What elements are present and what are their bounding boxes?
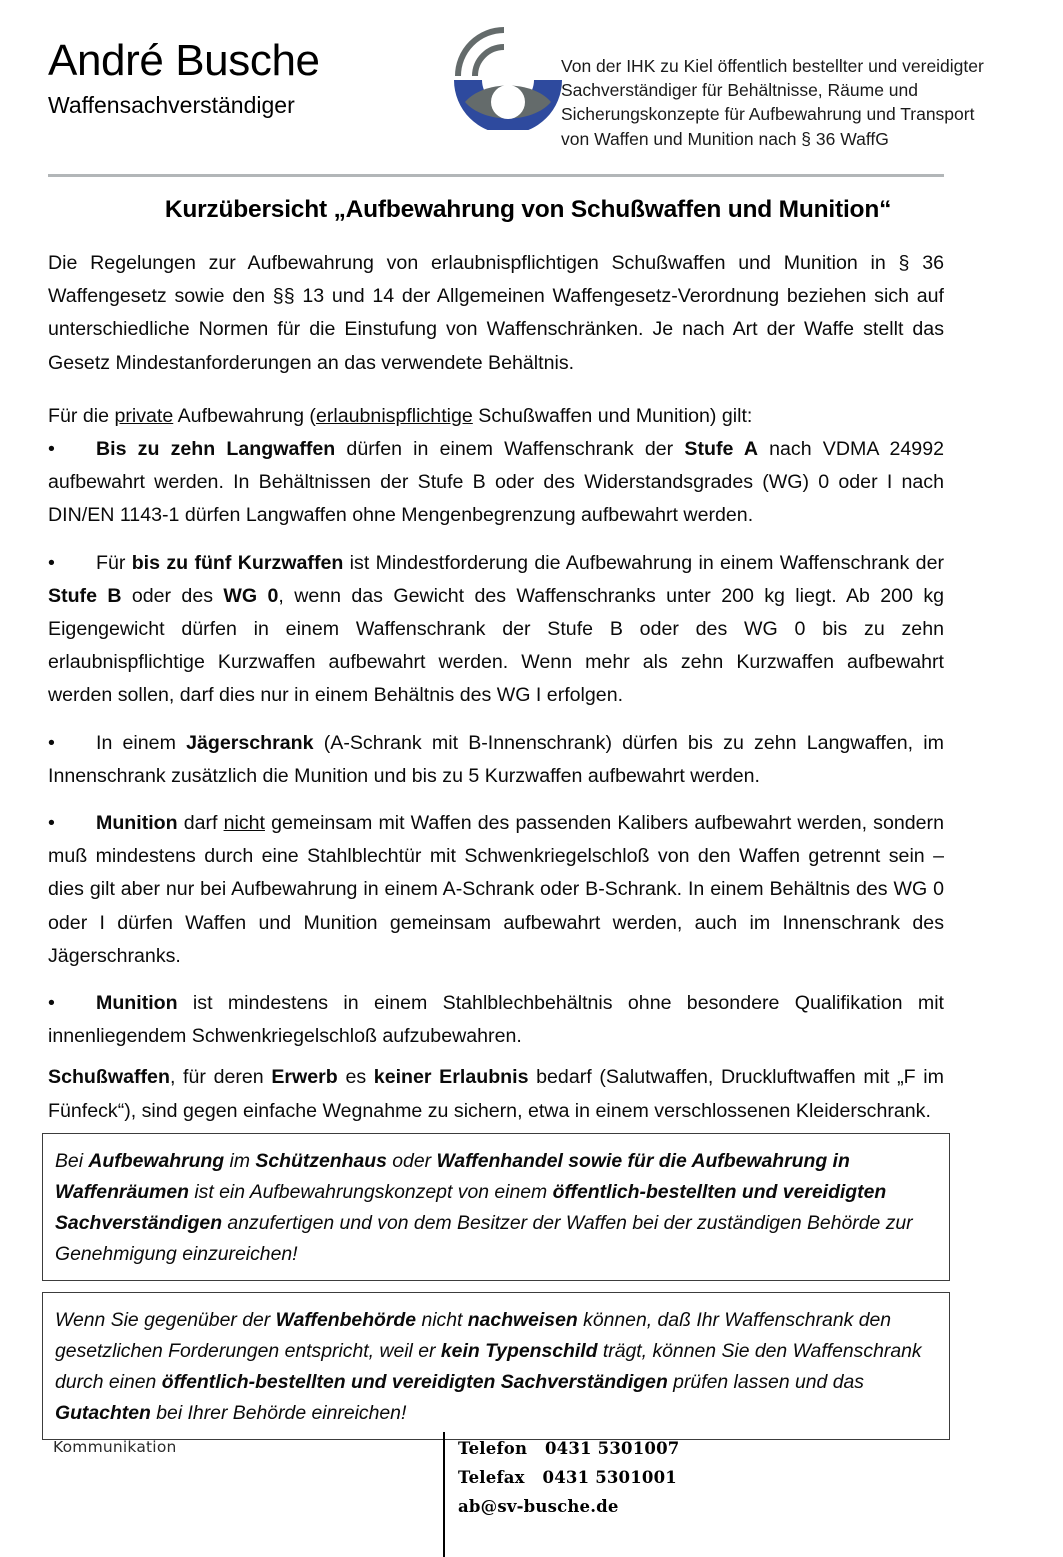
document-body [48,247,944,1128]
callout-box-typenschild [42,1292,950,1440]
callout-box-aufbewahrungskonzept [42,1133,950,1281]
telefon-value: 0431 5301007 [545,1439,680,1458]
bullet-icon: • [48,551,55,574]
bullet-item-langwaffen [48,433,944,533]
callout-text: Wenn Sie gegenüber der Waffenbehörde nicht nachweisen können, daß Ihr Waffenschrank den gesetzlichen Forderungen entspricht, weil er kein Typenschild trägt, können Sie den Waffenschrank durch einen öffentlich-bestellten und vereidigten Sachverständigen prüfen lassen und das Gutachten bei Ihrer Behörde einreichen! [55,1309,922,1424]
page-title: Kurzübersicht „Aufbewahrung von Schußwaffen und Munition“ [164,196,892,223]
footer-vertical-divider [443,1432,445,1557]
spacer [48,380,944,400]
spacer [48,713,944,727]
bullet-item-jaegerschrank [48,727,944,793]
brand-name: André Busche [48,36,320,85]
bullet-text: Munition darf nicht gemeinsam mit Waffen des passenden Kalibers aufbewahrt werden, sondern muß mindestens durch eine Stahlblechtür mit Schwenkriegelschloß von den Waffen getrennt sein – dies gilt aber nur bei Aufbewahrung in einem A-Schrank oder B-Schrank. In einem Behältnis des WG 0 oder I dürfen Waffen und Munition gemeinsam aufbewahrt werden, auch im Innenschrank des Jägerschranks. [48,812,944,967]
page-footer [0,1432,1063,1557]
closing-paragraph: Schußwaffen, für deren Erwerb es keiner Erlaubnis bedarf (Salutwaffen, Druckluftwaffen mit „F im Fünfeck“), sind gegen einfache Wegnahme zu sichern, etwa in einem verschlossenen Kleiderschrank. [48,1066,944,1122]
spacer [48,973,944,987]
footer-section-label: Kommunikation [53,1438,177,1456]
bullet-item-munition-behaeltnis [48,987,944,1053]
telefax-value: 0431 5301001 [542,1468,677,1487]
private-storage-lead: Für die private Aufbewahrung (erlaubnispflichtige Schußwaffen und Munition) gilt: [48,404,753,427]
ihk-credentials-text: Von der IHK zu Kiel öffentlich bestellter und vereidigter Sachverständiger für Behältnisse, Räume und Sicherungskonzepte für Aufbewahrung und Transport von Waffen und Munition nach § 36 WaffG [561,56,984,149]
footer-telephone-row [458,1434,679,1463]
bullet-icon: • [48,812,55,835]
header-divider-rule [48,174,944,177]
bullet-item-kurzwaffen [48,547,944,713]
bullet-text: Bis zu zehn Langwaffen dürfen in einem Waffenschrank der Stufe A nach VDMA 24992 aufbewahrt werden. In Behältnissen der Stufe B oder des Widerstandsgrades (WG) 0 oder I nach DIN/EN 1143-1 dürfen Langwaffen ohne Mengenbegrenzung aufbewahrt werden. [48,438,944,527]
company-logo [448,18,568,130]
footer-contact-block [458,1434,679,1521]
telefon-label: Telefon [458,1439,528,1458]
bullet-text: In einem Jägerschrank (A-Schrank mit B-Innenschrank) dürfen bis zu zehn Langwaffen, im Innenschrank zusätzlich die Munition und bis zu 5 Kurzwaffen aufbewahrt werden. [48,731,944,787]
bullet-text: Für bis zu fünf Kurzwaffen ist Mindestforderung die Aufbewahrung in einem Waffenschrank der Stufe B oder des WG 0, wenn das Gewicht des Waffenschranks unter 200 kg liegt. Ab 200 kg Eigengewicht dürfen in einem Waffenschrank der Stufe B oder des WG 0 bis zu zehn erlaubnispflichtige Kurzwaffen aufbewahrt werden. Wenn mehr als zehn Kurzwaffen aufbewahrt werden sollen, darf dies nur in einem Behältnis des WG I erfolgen. [48,551,945,707]
brand-subtitle: Waffensachverständiger [48,92,295,118]
spacer [48,533,944,547]
telefax-label: Telefax [458,1468,525,1487]
footer-email-row[interactable] [458,1492,679,1521]
bullet-icon: • [48,731,55,754]
page-header [48,18,1008,168]
brand-block [48,36,448,120]
bullet-text: Munition ist mindestens in einem Stahlblechbehältnis ohne besondere Qualifikation mit innenliegendem Schwenkriegelschloß aufzubewahren. [48,992,944,1048]
email-value[interactable]: ab@sv-busche.de [458,1497,619,1516]
intro-paragraph: Die Regelungen zur Aufbewahrung von erlaubnispflichtigen Schußwaffen und Munition in § 36 Waffengesetz sowie den §§ 13 und 14 der Allgemeinen Waffengesetz-Verordnung beziehen sich auf unterschiedliche Normen für die Einstufung von Waffenschränken. Je nach Art der Waffe stellt das Gesetz Mindestanforderungen an das verwendete Behältnis. [48,252,944,374]
callout-text: Bei Aufbewahrung im Schützenhaus oder Waffenhandel sowie für die Aufbewahrung in Waffenräumen ist ein Aufbewahrungskonzept von einem öffentlich-bestellten und vereidigten Sachverständigen anzufertigen und von dem Besitzer der Waffen bei der zuständigen Behörde zur Genehmigung einzureichen! [55,1150,913,1265]
bullet-item-munition-trennung [48,807,944,973]
bullet-icon: • [48,438,55,461]
bullet-icon: • [48,992,55,1015]
footer-telefax-row [458,1463,679,1492]
spacer [48,793,944,807]
spacer [48,1053,944,1061]
